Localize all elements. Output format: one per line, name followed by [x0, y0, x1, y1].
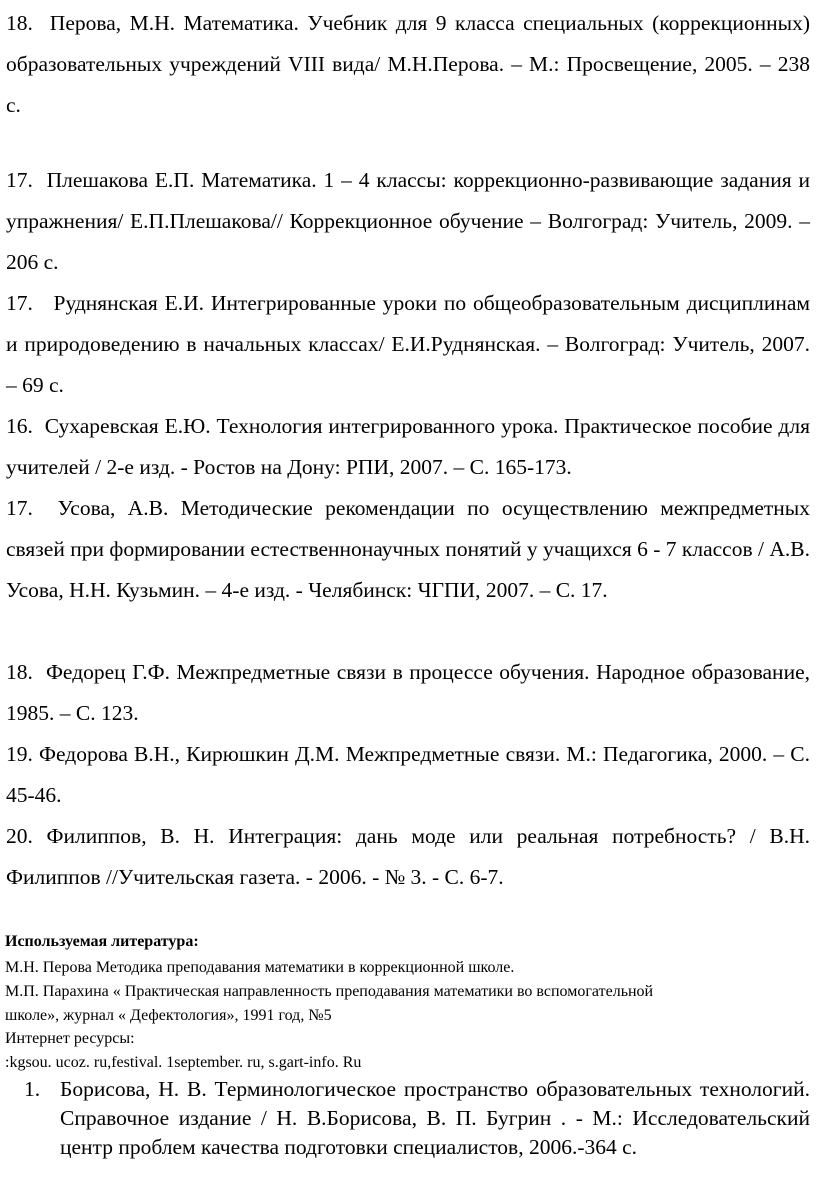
reference-pleshakova: 17. Плешакова Е.П. Математика. 1 – 4 классы: коррекционно-развивающие задания и упражнения/ Е.П.Плешакова// Коррекционное обучение – Волгоград: Учитель, 2009. – 206 с. [6, 168, 810, 274]
literature-item-perova: М.Н. Перова Методика преподавания математики в коррекционной школе. [5, 959, 515, 976]
reference-fedorets: 18. Федорец Г.Ф. Межпредметные связи в процессе обучения. Народное образование, 1985. – С. 123. [6, 660, 810, 725]
list-item-text: Борисова, Н. В. Терминологическое пространство образовательных технологий. Справочное издание / Н. В.Борисова, В. П. Бугрин . - М.: Исследовательский центр проблем качества подготовки специалистов, 2006.-364 с. [60, 1077, 810, 1159]
internet-resources-label: Интернет ресурсы: [5, 1030, 135, 1047]
reference-filippov: 20. Филиппов, В. Н. Интеграция: дань моде или реальная потребность? / В.Н. Филиппов //Учительская газета. - 2006. - № 3. - С. 6-7. [6, 824, 810, 889]
reference-perova: 18. Перова, М.Н. Математика. Учебник для 9 класса специальных (коррекционных) образовательных учреждений VIII вида/ М.Н.Перова. – М.: Просвещение, 2005. – 238 с. [6, 11, 810, 117]
internet-resources-links: :kgsou. ucoz. ru,festival. 1september. ru, s.gart-info. Ru [5, 1054, 362, 1071]
reference-fedorova: 19. Федорова В.Н., Кирюшкин Д.М. Межпредметные связи. М.: Педагогика, 2000. – С. 45-46. [6, 742, 810, 807]
literature-item-parakhina: М.П. Парахина « Практическая направленность преподавания математики во вспомогательной школе», журнал « Дефектология», 1991 год, №5 [5, 983, 654, 1024]
reference-rudnyanskaya: 17. Руднянская Е.И. Интегрированные уроки по общеобразовательным дисциплинам и природоведению в начальных классах/ Е.И.Руднянская. – Волгоград: Учитель, 2007. – 69 с. [6, 291, 810, 397]
reference-usova: 17. Усова, А.В. Методические рекомендации по осуществлению межпредметных связей при формировании естественнонаучных понятий у учащихся 6 - 7 классов / А.В. Усова, Н.Н. Кузьмин. – 4-е изд. - Челябинск: ЧГПИ, 2007. – С. 17. [6, 496, 810, 602]
list-item [24, 1075, 810, 1162]
literature-heading: Используемая литература: [5, 933, 199, 950]
reference-sukharevskaya: 16. Сухаревская Е.Ю. Технология интегрированного урока. Практическое пособие для учителей / 2-е изд. - Ростов на Дону: РПИ, 2007. – С. 165-173. [6, 414, 810, 479]
list-item-number: 1. [24, 1077, 41, 1101]
numbered-list [24, 1075, 810, 1162]
